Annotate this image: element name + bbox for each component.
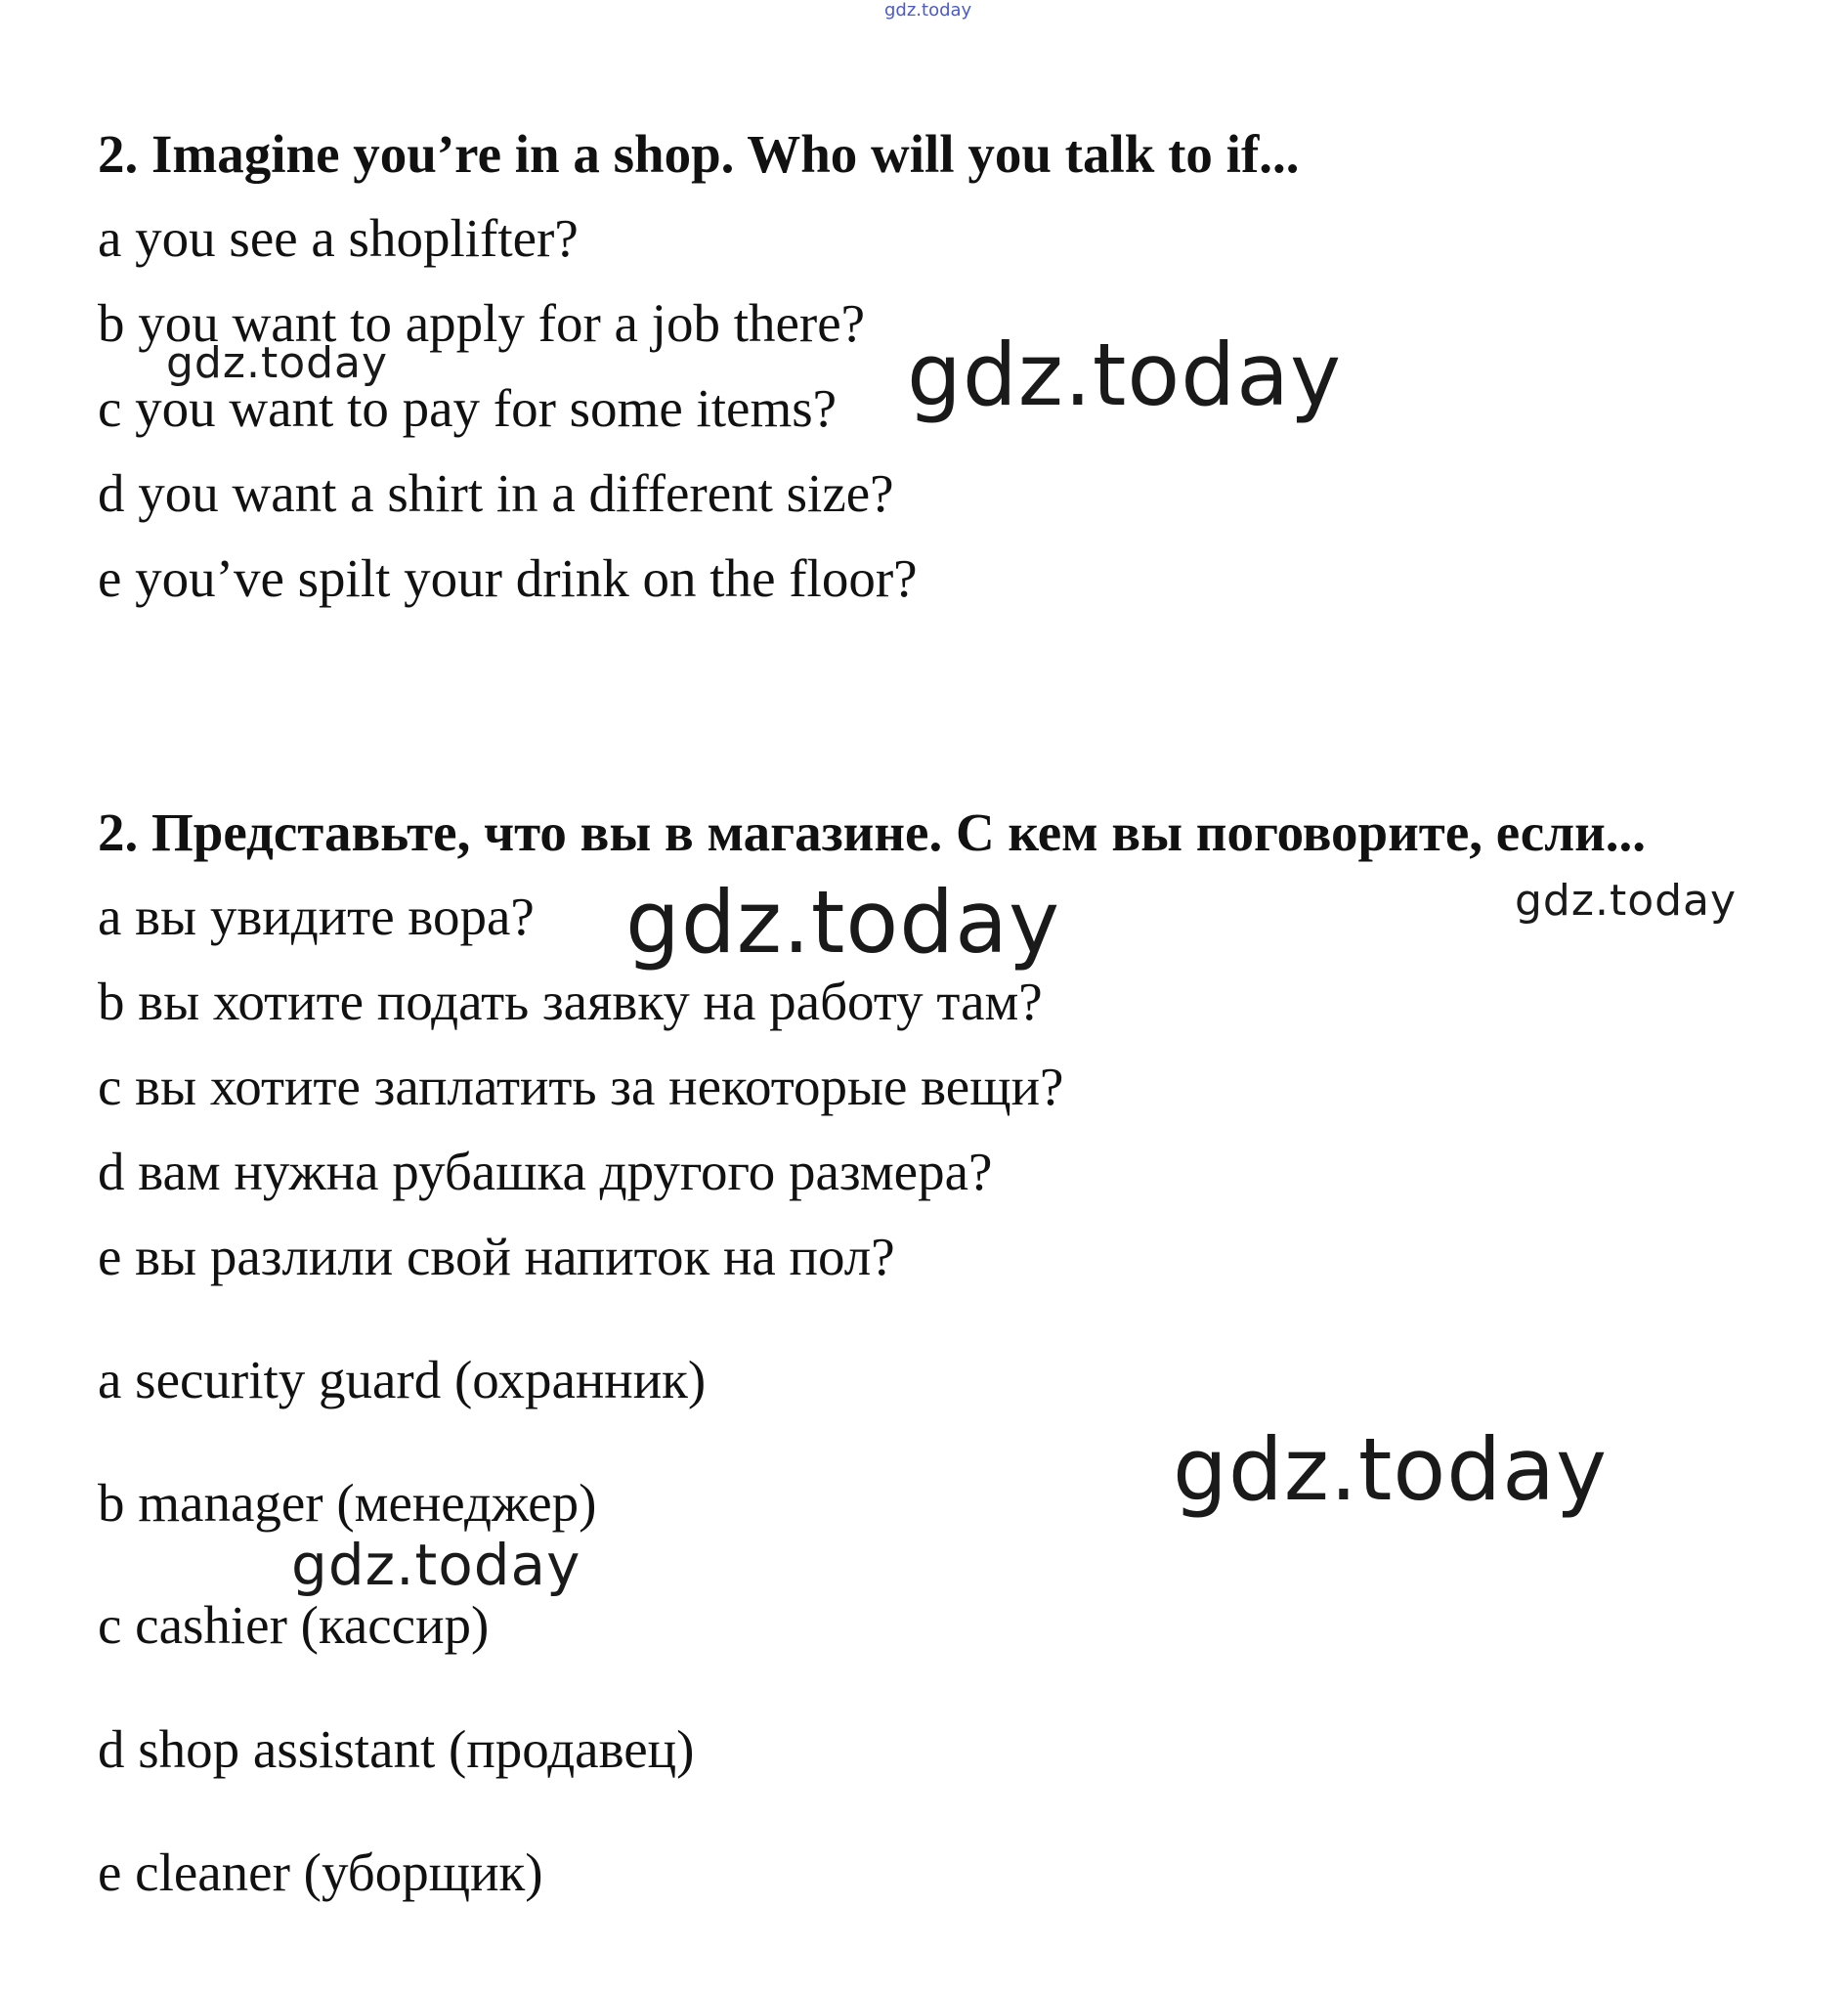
english-item-e: e you’ve spilt your drink on the floor? bbox=[98, 548, 918, 608]
answer-c: c cashier (кассир) bbox=[98, 1595, 490, 1655]
answer-d: d shop assistant (продавец) bbox=[98, 1719, 695, 1779]
english-item-b: b you want to apply for a job there? bbox=[98, 293, 866, 353]
watermark-large-3: gdz.today bbox=[1173, 1419, 1609, 1520]
answer-e: e cleaner (уборщик) bbox=[98, 1842, 543, 1902]
english-item-a: a you see a shoplifter? bbox=[98, 208, 579, 268]
watermark-small-1: gdz.today bbox=[166, 338, 389, 388]
english-item-c: c you want to pay for some items? bbox=[98, 378, 838, 438]
russian-item-a: a вы увидите вора? bbox=[98, 887, 535, 946]
answer-b: b manager (менеджер) bbox=[98, 1473, 597, 1533]
english-item-d: d you want a shirt in a different size? bbox=[98, 463, 894, 523]
watermark-small-2: gdz.today bbox=[1515, 876, 1738, 926]
watermark-large-2: gdz.today bbox=[625, 872, 1061, 973]
watermark-top: gdz.today bbox=[884, 0, 972, 21]
russian-item-c: c вы хотите заплатить за некоторые вещи? bbox=[98, 1057, 1064, 1116]
russian-item-d: d вам нужна рубашка другого размера? bbox=[98, 1142, 993, 1201]
answer-a: a security guard (охранник) bbox=[98, 1350, 707, 1409]
russian-item-e: e вы разлили свой напиток на пол? bbox=[98, 1227, 895, 1286]
russian-heading: 2. Представьте, что вы в магазине. С кем вы поговорите, если... bbox=[98, 802, 1647, 862]
english-heading: 2. Imagine you’re in a shop. Who will you talk to if... bbox=[98, 124, 1300, 184]
russian-item-b: b вы хотите подать заявку на работу там? bbox=[98, 972, 1043, 1031]
watermark-large-1: gdz.today bbox=[907, 325, 1343, 425]
watermark-medium-1: gdz.today bbox=[291, 1532, 581, 1598]
